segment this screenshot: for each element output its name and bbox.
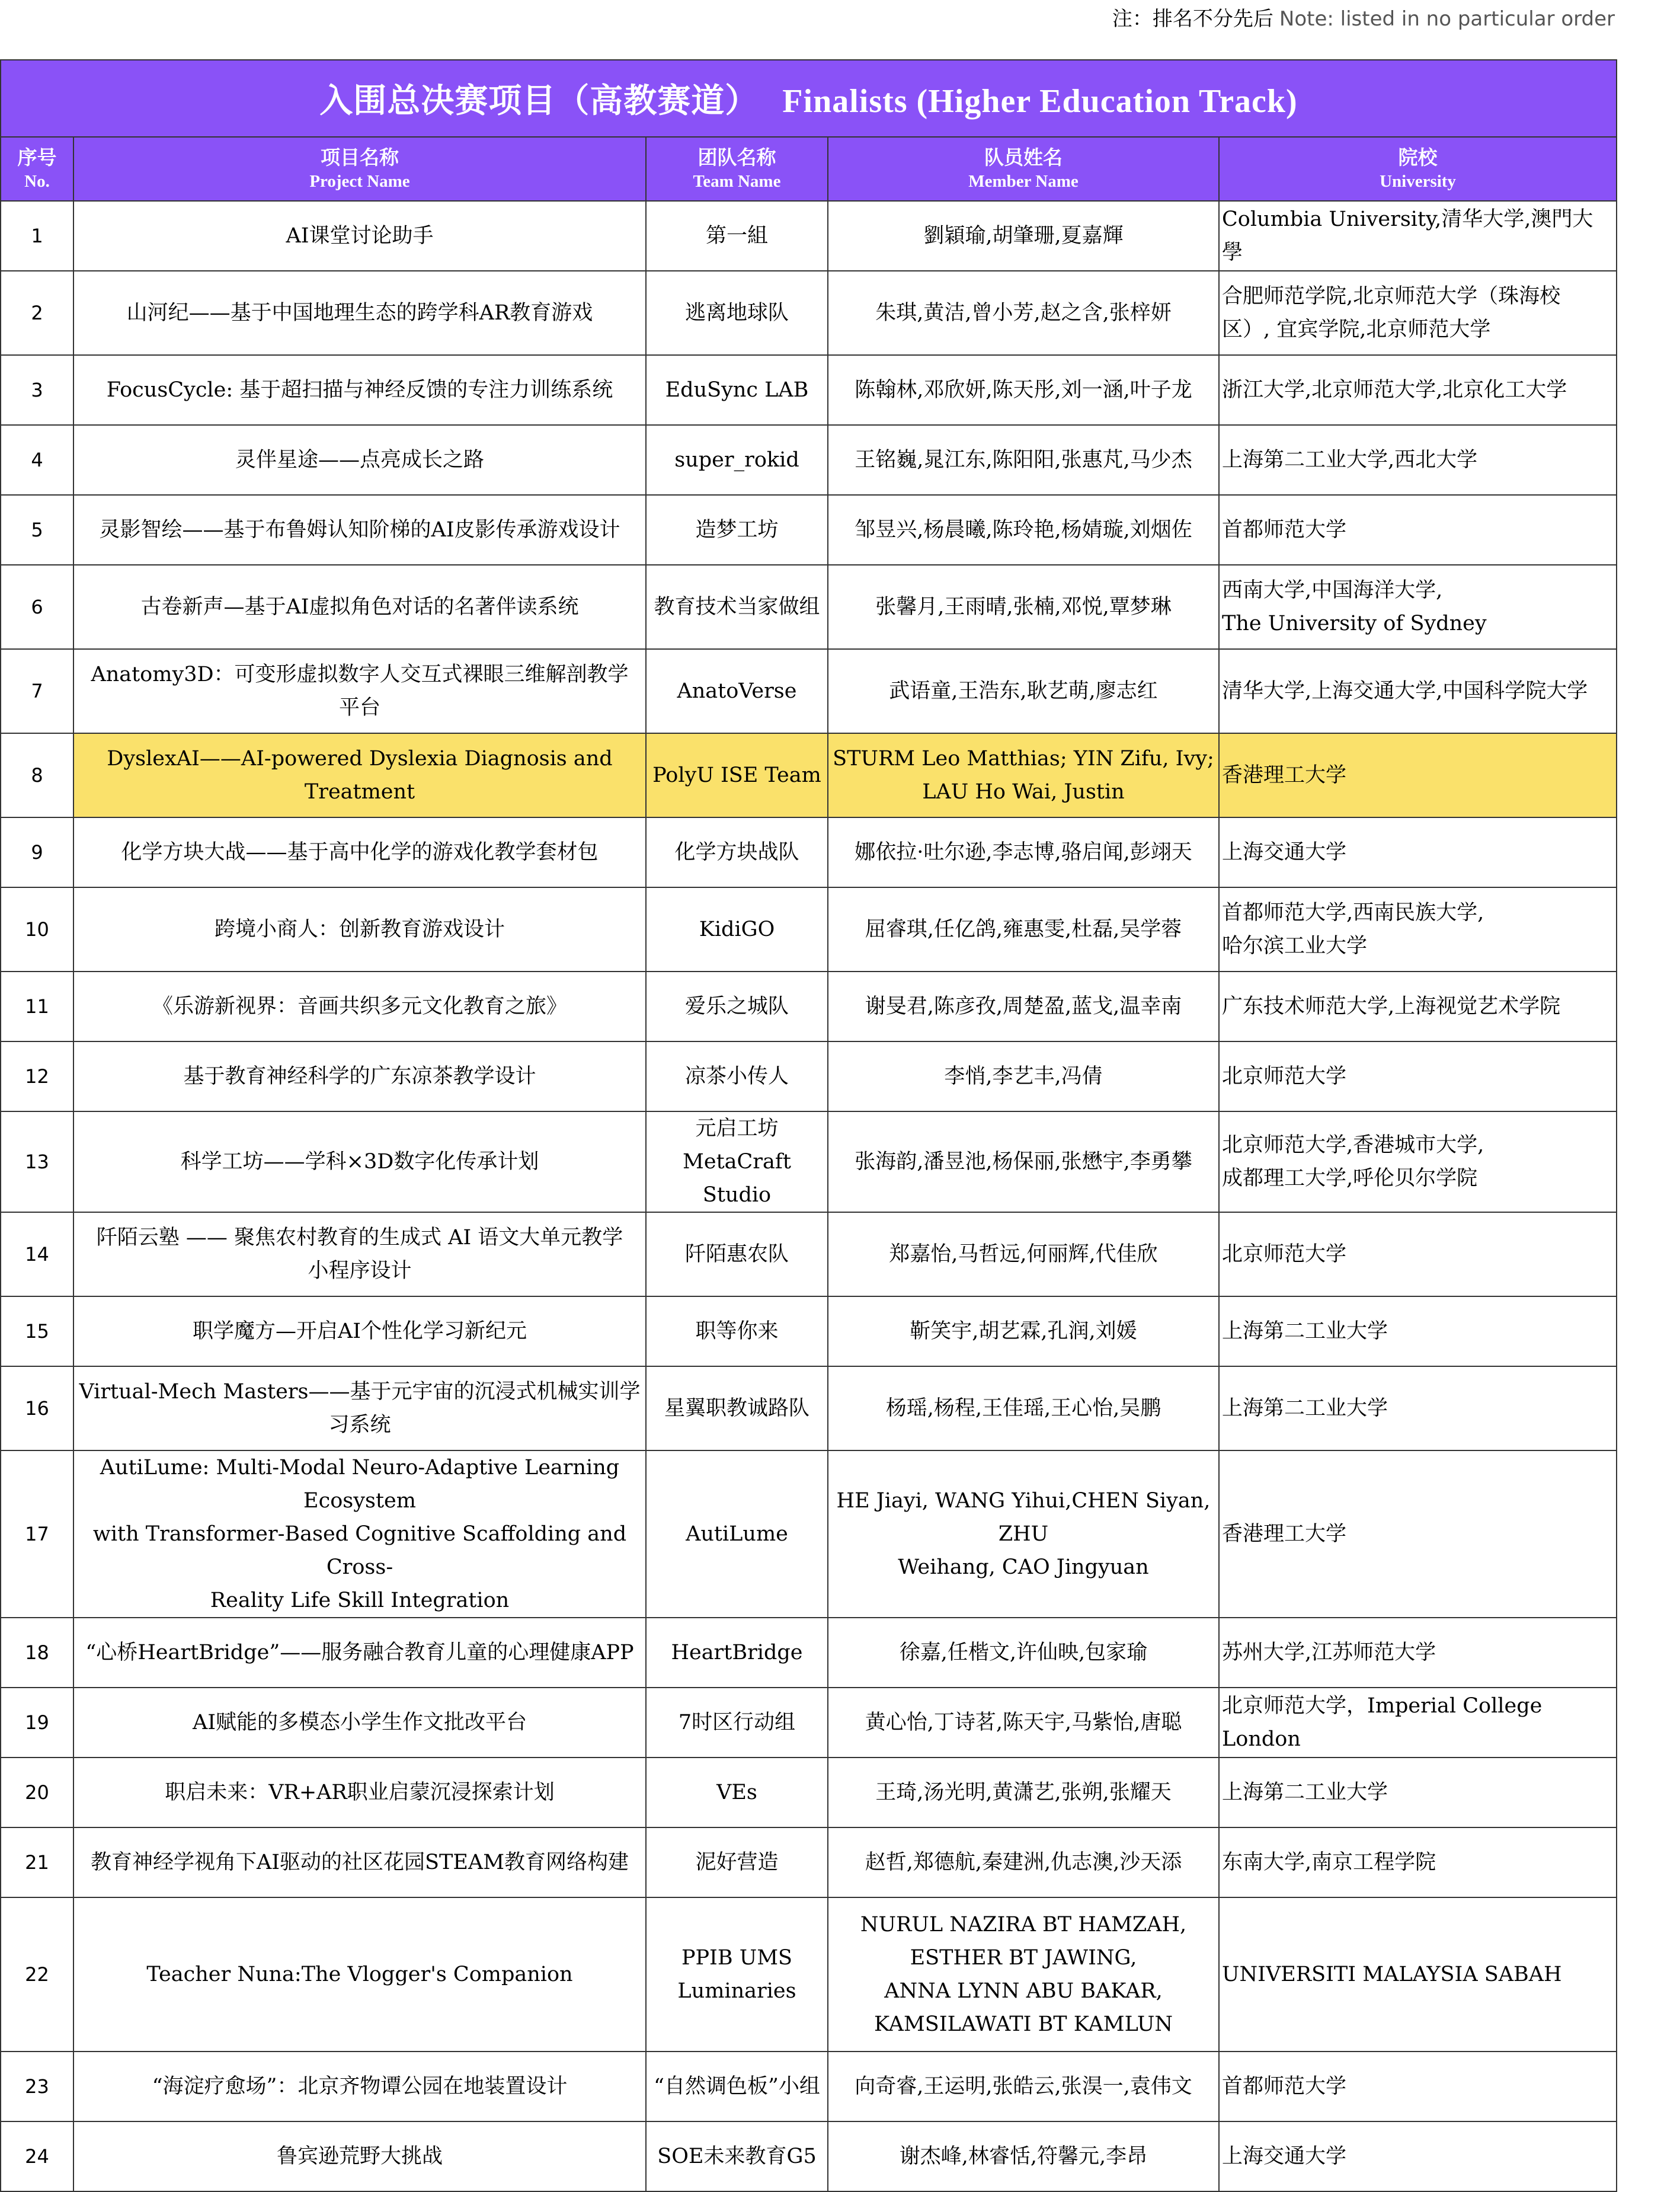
table-row bbox=[1, 887, 1617, 972]
university-line: 北京师范大学 bbox=[1222, 1242, 1347, 1266]
university-line: 区）, 宜宾学院,北京师范大学 bbox=[1222, 318, 1491, 341]
university-cell bbox=[1219, 972, 1617, 1041]
member-names-line: 朱琪,黄洁,曾小芳,赵之含,张梓妍 bbox=[875, 301, 1172, 325]
university-cell bbox=[1219, 1212, 1617, 1296]
university-cell bbox=[1219, 887, 1617, 972]
member-names-line: 谢旻君,陈彦孜,周楚盈,蓝戈,温幸南 bbox=[865, 995, 1182, 1018]
member-names-line: STURM Leo Matthias; YIN Zifu, Ivy; bbox=[833, 747, 1214, 771]
team-name-line: HeartBridge bbox=[671, 1641, 803, 1664]
project-name-line: 教育神经学视角下AI驱动的社区花园STEAM教育网络构建 bbox=[90, 1851, 629, 1874]
member-names-cell bbox=[828, 649, 1219, 733]
table-row bbox=[1, 972, 1617, 1041]
team-name-line: 造梦工坊 bbox=[695, 518, 779, 542]
team-name-cell bbox=[646, 1041, 828, 1111]
university-cell bbox=[1219, 649, 1617, 733]
university-line: 东南大学,南京工程学院 bbox=[1222, 1851, 1436, 1874]
team-name-line: 凉茶小传人 bbox=[684, 1065, 789, 1088]
member-names-line: KAMSILAWATI BT KAMLUN bbox=[873, 2012, 1173, 2036]
university-line: Columbia University,清华大学,澳門大學 bbox=[1222, 207, 1593, 264]
team-name-line: 教育技术当家做组 bbox=[654, 595, 820, 619]
row-number: 2 bbox=[1, 271, 73, 355]
member-names-line: 张馨月,王雨晴,张楠,邓悦,覃梦琳 bbox=[875, 595, 1172, 619]
member-names-line: 陈翰林,邓欣妍,陈天彤,刘一涵,叶子龙 bbox=[855, 378, 1192, 402]
row-number: 20 bbox=[1, 1758, 73, 1827]
member-names-cell bbox=[828, 271, 1219, 355]
university-cell bbox=[1219, 1827, 1617, 1897]
university-cell bbox=[1219, 1296, 1617, 1366]
table-row bbox=[1, 1688, 1617, 1758]
project-name-cell bbox=[73, 817, 646, 887]
team-name-line: 爱乐之城队 bbox=[684, 995, 789, 1018]
project-name-cell bbox=[73, 972, 646, 1041]
project-name-line: 科学工坊——学科×3D数字化传承计划 bbox=[180, 1150, 539, 1174]
university-cell bbox=[1219, 1618, 1617, 1688]
table-title-cn: 入围总决赛项目（高教赛道） bbox=[319, 81, 759, 120]
order-note-en: Note: listed in no particular order bbox=[1279, 7, 1615, 31]
project-name-cell bbox=[73, 1366, 646, 1450]
member-names-line: 黄心怡,丁诗茗,陈天宇,马紫怡,唐聪 bbox=[865, 1711, 1182, 1734]
team-name-line: 元启工坊 bbox=[695, 1117, 779, 1140]
university-cell bbox=[1219, 1688, 1617, 1758]
university-line: 合肥师范学院,北京师范大学（珠海校 bbox=[1222, 285, 1561, 308]
team-name-line: AnatoVerse bbox=[677, 679, 797, 703]
project-name-cell bbox=[73, 1111, 646, 1212]
university-line: 浙江大学,北京师范大学,北京化工大学 bbox=[1222, 378, 1567, 402]
team-name-line: 职等你来 bbox=[695, 1319, 779, 1343]
project-name-line: 小程序设计 bbox=[308, 1259, 412, 1283]
university-line: 哈尔滨工业大学 bbox=[1222, 934, 1368, 958]
team-name-line: 阡陌惠农队 bbox=[684, 1242, 789, 1266]
team-name-cell bbox=[646, 425, 828, 495]
university-cell bbox=[1219, 425, 1617, 495]
project-name-cell bbox=[73, 649, 646, 733]
team-name-cell bbox=[646, 271, 828, 355]
university-line: 北京师范大学,香港城市大学, bbox=[1222, 1133, 1484, 1157]
university-cell bbox=[1219, 1897, 1617, 2052]
university-cell bbox=[1219, 1041, 1617, 1111]
project-name-cell bbox=[73, 1450, 646, 1618]
member-names-line: 靳笑宇,胡艺霖,孔润,刘媛 bbox=[910, 1319, 1137, 1343]
project-name-line: 化学方块大战——基于高中化学的游戏化教学套材包 bbox=[121, 841, 599, 864]
table-row bbox=[1, 1041, 1617, 1111]
university-cell bbox=[1219, 201, 1617, 271]
table-row bbox=[1, 1758, 1617, 1827]
member-names-cell bbox=[828, 201, 1219, 271]
team-name-cell bbox=[646, 887, 828, 972]
university-line: 西南大学,中国海洋大学, bbox=[1222, 579, 1443, 602]
project-name-cell bbox=[73, 733, 646, 817]
member-names-line: Weihang, CAO Jingyuan bbox=[898, 1555, 1149, 1579]
project-name-cell bbox=[73, 271, 646, 355]
column-header-row bbox=[1, 137, 1617, 201]
team-name-cell bbox=[646, 1618, 828, 1688]
table-row bbox=[1, 1827, 1617, 1897]
team-name-cell bbox=[646, 2052, 828, 2121]
member-names-line: 杨瑶,杨程,王佳瑶,王心怡,吴鹏 bbox=[885, 1397, 1161, 1420]
row-number: 19 bbox=[1, 1688, 73, 1758]
project-name-line: DyslexAI——AI-powered Dyslexia Diagnosis and Treatment bbox=[107, 747, 613, 804]
project-name-line: 跨境小商人：创新教育游戏设计 bbox=[214, 918, 505, 941]
member-names-line: 王铭巍,晁江东,陈阳阳,张惠芃,马少杰 bbox=[855, 448, 1192, 472]
member-names-cell bbox=[828, 733, 1219, 817]
university-cell bbox=[1219, 355, 1617, 425]
finalists-table bbox=[0, 59, 1617, 2192]
team-name-line: 第一組 bbox=[705, 224, 768, 248]
project-name-line: 古卷新声—基于AI虚拟角色对话的名著伴读系统 bbox=[140, 595, 579, 619]
row-number: 17 bbox=[1, 1450, 73, 1618]
team-name-line: PolyU ISE Team bbox=[652, 763, 821, 787]
team-name-cell bbox=[646, 649, 828, 733]
team-name-line: EduSync LAB bbox=[665, 378, 809, 402]
project-name-line: AI课堂讨论助手 bbox=[286, 224, 434, 248]
row-number: 3 bbox=[1, 355, 73, 425]
member-names-cell bbox=[828, 1758, 1219, 1827]
university-line: 北京师范大学，Imperial College London bbox=[1222, 1694, 1543, 1751]
project-name-cell bbox=[73, 565, 646, 649]
project-name-line: Teacher Nuna:The Vlogger's Companion bbox=[146, 1963, 573, 1986]
row-number: 8 bbox=[1, 733, 73, 817]
table-row bbox=[1, 355, 1617, 425]
project-name-cell bbox=[73, 1618, 646, 1688]
table-row bbox=[1, 271, 1617, 355]
member-names-cell bbox=[828, 1897, 1219, 2052]
table-row bbox=[1, 2121, 1617, 2191]
project-name-cell bbox=[73, 1296, 646, 1366]
member-names-line: LAU Ho Wai, Justin bbox=[922, 780, 1125, 804]
university-cell bbox=[1219, 495, 1617, 565]
team-name-cell bbox=[646, 1450, 828, 1618]
project-name-cell bbox=[73, 1041, 646, 1111]
member-names-line: HE Jiayi, WANG Yihui,CHEN Siyan, ZHU bbox=[836, 1489, 1211, 1546]
table-body bbox=[1, 201, 1617, 2191]
table-row bbox=[1, 733, 1617, 817]
university-cell bbox=[1219, 1111, 1617, 1212]
member-names-line: 张海韵,潘昱池,杨保丽,张懋宇,李勇攀 bbox=[855, 1150, 1192, 1174]
row-number: 10 bbox=[1, 887, 73, 972]
project-name-cell bbox=[73, 1758, 646, 1827]
member-names-cell bbox=[828, 2052, 1219, 2121]
university-cell bbox=[1219, 1758, 1617, 1827]
member-names-line: ANNA LYNN ABU BAKAR, bbox=[884, 1979, 1163, 2003]
team-name-line: PPIB UMS bbox=[681, 1946, 793, 1970]
university-line: 首都师范大学 bbox=[1222, 2075, 1347, 2098]
member-names-cell bbox=[828, 425, 1219, 495]
member-names-cell bbox=[828, 1212, 1219, 1296]
member-names-cell bbox=[828, 1688, 1219, 1758]
project-name-line: Reality Life Skill Integration bbox=[210, 1589, 510, 1612]
university-line: 上海第二工业大学 bbox=[1222, 1397, 1388, 1420]
table-row bbox=[1, 1450, 1617, 1618]
member-names-cell bbox=[828, 1296, 1219, 1366]
team-name-cell bbox=[646, 1296, 828, 1366]
project-name-line: 职学魔方—开启AI个性化学习新纪元 bbox=[192, 1319, 527, 1343]
table-title-row bbox=[1, 60, 1617, 137]
member-names-line: 向奇睿,王运明,张皓云,张淏一,袁伟文 bbox=[855, 2075, 1192, 2098]
project-name-cell bbox=[73, 1212, 646, 1296]
project-name-cell bbox=[73, 425, 646, 495]
university-line: 首都师范大学,西南民族大学, bbox=[1222, 901, 1484, 925]
row-number: 13 bbox=[1, 1111, 73, 1212]
member-names-cell bbox=[828, 355, 1219, 425]
row-number: 4 bbox=[1, 425, 73, 495]
project-name-cell bbox=[73, 887, 646, 972]
row-number: 1 bbox=[1, 201, 73, 271]
university-cell bbox=[1219, 1366, 1617, 1450]
member-names-cell bbox=[828, 972, 1219, 1041]
order-note-cn: 注：排名不分先后 bbox=[1112, 7, 1273, 31]
university-cell bbox=[1219, 1450, 1617, 1618]
project-name-cell bbox=[73, 1827, 646, 1897]
university-line: 香港理工大学 bbox=[1222, 1522, 1347, 1546]
university-line: 上海交通大学 bbox=[1222, 2145, 1347, 2168]
row-number: 11 bbox=[1, 972, 73, 1041]
table-row bbox=[1, 565, 1617, 649]
table-row bbox=[1, 1111, 1617, 1212]
member-names-line: 邹昱兴,杨晨曦,陈玲艳,杨婧璇,刘烟佐 bbox=[855, 518, 1192, 542]
team-name-cell bbox=[646, 1366, 828, 1450]
project-name-cell bbox=[73, 2121, 646, 2191]
team-name-cell bbox=[646, 201, 828, 271]
team-name-line: 化学方块战队 bbox=[674, 841, 799, 864]
table-row bbox=[1, 425, 1617, 495]
column-header-university: 院校 University bbox=[1219, 137, 1617, 201]
project-name-line: 平台 bbox=[338, 696, 380, 720]
row-number: 9 bbox=[1, 817, 73, 887]
university-line: The University of Sydney bbox=[1222, 612, 1487, 635]
team-name-line: VEs bbox=[716, 1781, 757, 1804]
member-names-line: 劉穎瑜,胡肇珊,夏嘉輝 bbox=[923, 224, 1124, 248]
member-names-cell bbox=[828, 565, 1219, 649]
team-name-cell bbox=[646, 972, 828, 1041]
project-name-line: 基于教育神经科学的广东凉茶教学设计 bbox=[183, 1065, 536, 1088]
row-number: 16 bbox=[1, 1366, 73, 1450]
university-cell bbox=[1219, 2121, 1617, 2191]
university-line: 上海交通大学 bbox=[1222, 841, 1347, 864]
project-name-cell bbox=[73, 201, 646, 271]
project-name-line: Virtual-Mech Masters——基于元宇宙的沉浸式机械实训学 bbox=[79, 1380, 641, 1404]
member-names-line: ESTHER BT JAWING, bbox=[910, 1946, 1137, 1970]
member-names-cell bbox=[828, 1450, 1219, 1618]
member-names-line: 娜依拉·吐尔逊,李志博,骆启闻,彭翊天 bbox=[855, 841, 1192, 864]
row-number: 7 bbox=[1, 649, 73, 733]
team-name-line: SOE未来教育G5 bbox=[657, 2145, 817, 2168]
team-name-cell bbox=[646, 817, 828, 887]
team-name-line: MetaCraft Studio bbox=[683, 1150, 791, 1207]
team-name-cell bbox=[646, 2121, 828, 2191]
university-line: 上海第二工业大学,西北大学 bbox=[1222, 448, 1478, 472]
university-cell bbox=[1219, 271, 1617, 355]
member-names-line: NURUL NAZIRA BT HAMZAH, bbox=[860, 1913, 1187, 1937]
member-names-cell bbox=[828, 1041, 1219, 1111]
university-line: 上海第二工业大学 bbox=[1222, 1319, 1388, 1343]
row-number: 18 bbox=[1, 1618, 73, 1688]
project-name-line: AI赋能的多模态小学生作文批改平台 bbox=[192, 1711, 527, 1734]
team-name-cell bbox=[646, 1111, 828, 1212]
table-row bbox=[1, 495, 1617, 565]
table-row bbox=[1, 1618, 1617, 1688]
member-names-line: 谢杰峰,林睿恬,符馨元,李昂 bbox=[899, 2145, 1148, 2168]
project-name-line: AutiLume: Multi-Modal Neuro-Adaptive Learning Ecosystem bbox=[100, 1456, 620, 1513]
member-names-cell bbox=[828, 1827, 1219, 1897]
team-name-line: super_rokid bbox=[674, 448, 799, 472]
university-cell bbox=[1219, 817, 1617, 887]
member-names-line: 郑嘉怡,马哲远,何丽辉,代佳欣 bbox=[889, 1242, 1158, 1266]
team-name-cell bbox=[646, 355, 828, 425]
table-row bbox=[1, 201, 1617, 271]
row-number: 15 bbox=[1, 1296, 73, 1366]
member-names-cell bbox=[828, 1111, 1219, 1212]
project-name-line: “海淀疗愈场”：北京齐物谭公园在地装置设计 bbox=[152, 2075, 568, 2098]
university-cell bbox=[1219, 733, 1617, 817]
row-number: 21 bbox=[1, 1827, 73, 1897]
team-name-cell bbox=[646, 1897, 828, 2052]
member-names-line: 屈睿琪,任亿鸽,雍惠雯,杜磊,吴学蓉 bbox=[865, 918, 1182, 941]
team-name-line: KidiGO bbox=[699, 918, 775, 941]
table-row bbox=[1, 1212, 1617, 1296]
member-names-line: 徐嘉,任楷文,许仙映,包家瑜 bbox=[899, 1641, 1148, 1664]
column-header-no: 序号 No. bbox=[1, 137, 73, 201]
project-name-line: Anatomy3D：可变形虚拟数字人交互式裸眼三维解剖教学 bbox=[91, 663, 629, 686]
table-row bbox=[1, 1897, 1617, 2052]
row-number: 14 bbox=[1, 1212, 73, 1296]
table-row bbox=[1, 649, 1617, 733]
table-row bbox=[1, 1296, 1617, 1366]
team-name-cell bbox=[646, 1212, 828, 1296]
team-name-line: “自然调色板”小组 bbox=[654, 2075, 820, 2098]
member-names-line: 武语童,王浩东,耿艺萌,廖志红 bbox=[889, 679, 1158, 703]
project-name-line: 习系统 bbox=[328, 1413, 391, 1437]
project-name-line: 灵影智绘——基于布鲁姆认知阶梯的AI皮影传承游戏设计 bbox=[99, 518, 620, 542]
team-name-line: 7时区行动组 bbox=[678, 1711, 796, 1734]
member-names-cell bbox=[828, 495, 1219, 565]
table-row bbox=[1, 2052, 1617, 2121]
team-name-line: AutiLume bbox=[686, 1522, 788, 1546]
team-name-cell bbox=[646, 733, 828, 817]
row-number: 23 bbox=[1, 2052, 73, 2121]
row-number: 22 bbox=[1, 1897, 73, 2052]
university-line: 北京师范大学 bbox=[1222, 1065, 1347, 1088]
member-names-line: 王琦,汤光明,黄潇艺,张朔,张耀天 bbox=[875, 1781, 1172, 1804]
team-name-cell bbox=[646, 1758, 828, 1827]
project-name-line: FocusCycle: 基于超扫描与神经反馈的专注力训练系统 bbox=[106, 378, 613, 402]
university-line: UNIVERSITI MALAYSIA SABAH bbox=[1222, 1963, 1562, 1986]
team-name-cell bbox=[646, 495, 828, 565]
university-line: 苏州大学,江苏师范大学 bbox=[1222, 1641, 1436, 1664]
project-name-line: “心桥HeartBridge”——服务融合教育儿童的心理健康APP bbox=[85, 1641, 634, 1664]
row-number: 6 bbox=[1, 565, 73, 649]
university-line: 上海第二工业大学 bbox=[1222, 1781, 1388, 1804]
team-name-line: 泥好营造 bbox=[695, 1851, 779, 1874]
project-name-cell bbox=[73, 2052, 646, 2121]
university-line: 首都师范大学 bbox=[1222, 518, 1347, 542]
team-name-line: 星翼职教诚路队 bbox=[664, 1397, 809, 1420]
project-name-line: 职启未来：VR+AR职业启蒙沉浸探索计划 bbox=[165, 1781, 555, 1804]
team-name-line: Luminaries bbox=[677, 1979, 796, 2003]
project-name-line: with Transformer-Based Cognitive Scaffolding and Cross- bbox=[92, 1522, 627, 1579]
member-names-cell bbox=[828, 1366, 1219, 1450]
member-names-line: 李悄,李艺丰,冯倩 bbox=[944, 1065, 1103, 1088]
order-note bbox=[1112, 6, 1615, 32]
row-number: 24 bbox=[1, 2121, 73, 2191]
project-name-line: 鲁宾逊荒野大挑战 bbox=[276, 2145, 443, 2168]
university-line: 清华大学,上海交通大学,中国科学院大学 bbox=[1222, 679, 1588, 703]
member-names-cell bbox=[828, 817, 1219, 887]
row-number: 12 bbox=[1, 1041, 73, 1111]
table-title bbox=[1, 60, 1617, 137]
university-cell bbox=[1219, 565, 1617, 649]
column-header-team: 团队名称 Team Name bbox=[646, 137, 828, 201]
row-number: 5 bbox=[1, 495, 73, 565]
team-name-cell bbox=[646, 1827, 828, 1897]
project-name-cell bbox=[73, 1688, 646, 1758]
member-names-cell bbox=[828, 2121, 1219, 2191]
table-title-en: Finalists (Higher Education Track) bbox=[782, 83, 1298, 120]
project-name-line: 阡陌云塾 —— 聚焦农村教育的生成式 AI 语文大单元教学 bbox=[96, 1226, 623, 1250]
table-row bbox=[1, 1366, 1617, 1450]
project-name-cell bbox=[73, 355, 646, 425]
column-header-members: 队员姓名 Member Name bbox=[828, 137, 1219, 201]
team-name-cell bbox=[646, 1688, 828, 1758]
university-line: 香港理工大学 bbox=[1222, 763, 1347, 787]
project-name-line: 《乐游新视界：音画共织多元文化教育之旅》 bbox=[152, 995, 567, 1018]
university-line: 广东技术师范大学,上海视觉艺术学院 bbox=[1222, 995, 1561, 1018]
university-line: 成都理工大学,呼伦贝尔学院 bbox=[1222, 1167, 1478, 1190]
member-names-cell bbox=[828, 887, 1219, 972]
project-name-cell bbox=[73, 1897, 646, 2052]
column-header-project: 项目名称 Project Name bbox=[73, 137, 646, 201]
member-names-cell bbox=[828, 1618, 1219, 1688]
member-names-line: 赵哲,郑德航,秦建洲,仇志澳,沙天添 bbox=[865, 1851, 1182, 1874]
university-cell bbox=[1219, 2052, 1617, 2121]
team-name-cell bbox=[646, 565, 828, 649]
project-name-cell bbox=[73, 495, 646, 565]
team-name-line: 逃离地球队 bbox=[684, 301, 789, 325]
project-name-line: 灵伴星途——点亮成长之路 bbox=[235, 448, 484, 472]
table-row bbox=[1, 817, 1617, 887]
project-name-line: 山河纪——基于中国地理生态的跨学科AR教育游戏 bbox=[126, 301, 593, 325]
